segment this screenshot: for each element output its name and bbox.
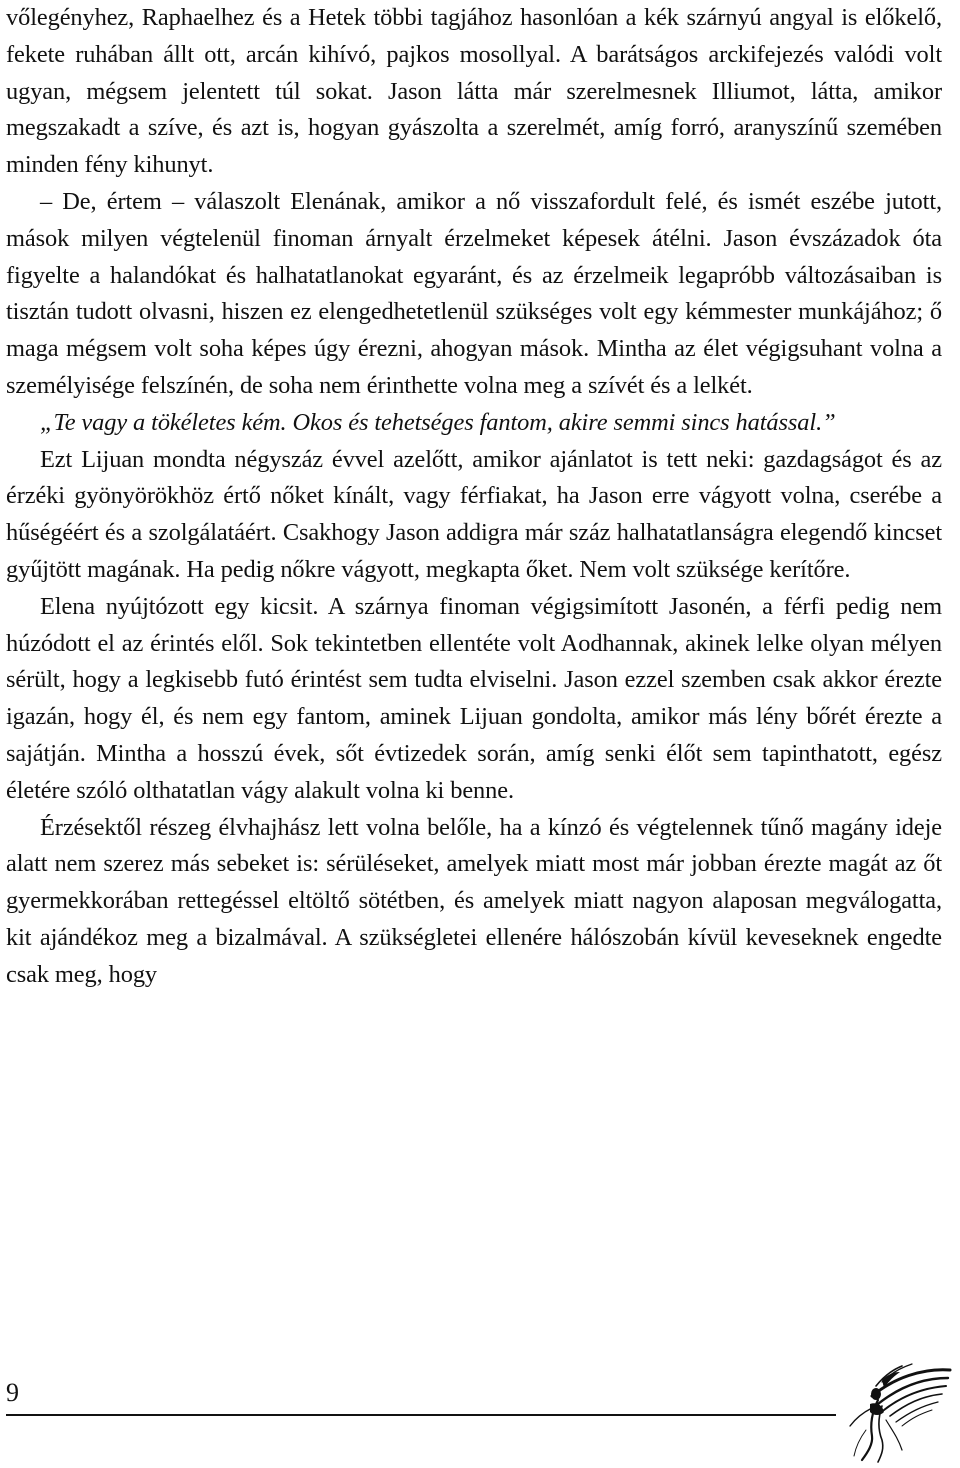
page-number: 9 (6, 1378, 19, 1407)
paragraph-elena-stretch: Elena nyújtózott egy kicsit. A szárnya finoman végigsimított Jasonén, a férfi pedig nem húzódott el az érintés elől. Sok tekintetben ellentéte volt Aodhannak, akinek lelke olyan mélyen sérült, hogy a legkisebb futó érintést sem tudta elviselni. Jason ezzel szemben csak akkor érezte igazán, hogy él, és nem egy fantom, aminek Lijuan gondolta, amikor más lény bőrét érezte a sajátján. Mintha a hosszú évek, sőt évtizedek során, amíg senki élőt sem tapinthatott, egész életére szóló olthatatlan vágy alakult volna ki benne. (6, 592, 942, 804)
angel-wing-ornament-icon (842, 1360, 954, 1464)
paragraph-sensations: Érzésektől részeg élvhajhász lett volna belőle, ha a kínzó és végtelennek tűnő magány ideje alatt nem szerez más sebeket is: sérüléseket, amelyek miatt most már jobban érezte magát az őt gyermekkorában rettegéssel eltöltő sötétben, és amelyek miatt nagyon alaposan megválogatta, kit ajándékoz meg a bizalmával. A szükségletei ellenére hálószobán kívül keveseknek engedte csak meg, hogy (6, 813, 942, 988)
paragraph-quote: „Te vagy a tökéletes kém. Okos és tehetséges fantom, akire semmi sincs hatással.” (40, 408, 836, 436)
book-page-body (6, 0, 942, 994)
paragraph-continuation: vőlegényhez, Raphaelhez és a Hetek többi tagjához hasonlóan a kék szárnyú angyal is előkelő, fekete ruhában állt ott, arcán kihívó, pajkos mosollyal. A barátságos arckifejezés valódi volt ugyan, mégsem jelentett túl sokat. Jason látta már szerelmesnek Illiumot, látta, amikor megszakadt a szíve, és azt is, hogyan gyászolta a szerelmét, amíg forró, aranyszínű szemében minden fény kihunyt. (6, 4, 942, 179)
paragraph-lijuan-offer: Ezt Lijuan mondta négyszáz évvel azelőtt, amikor ajánlatot is tett neki: gazdagságot és az érzéki gyönyörökhöz értő nőket kínált, vagy férfiakat, ha Jason erre vágyott volna, cserébe a hűségéért és a szolgálatáért. Csakhogy Jason addigra már száz halhatatlanságra elegendő kincset gyűjtött magának. Ha pedig nőkre vágyott, megkapta őket. Nem volt szüksége kerítőre. (6, 445, 942, 583)
footer-rule (6, 1414, 836, 1416)
paragraph-dialogue: – De, értem – válaszolt Elenának, amikor a nő visszafordult felé, és ismét eszébe jutott, mások milyen végtelenül finoman árnyalt érzelmeket képesek átélni. Jason évszázadok óta figyelte a halandókat és halhatatlanokat egyaránt, és az érzelmeik legapróbb változásaiban is tisztán tudott olvasni, hiszen ez elengedhetetlenül szükséges volt egy kémmester munkájához; ő maga mégsem volt soha képes úgy érezni, ahogyan mások. Mintha az élet végigsuhant volna a személyisége felszínén, de soha nem érinthette volna meg a szívét és a lelkét. (6, 187, 942, 399)
